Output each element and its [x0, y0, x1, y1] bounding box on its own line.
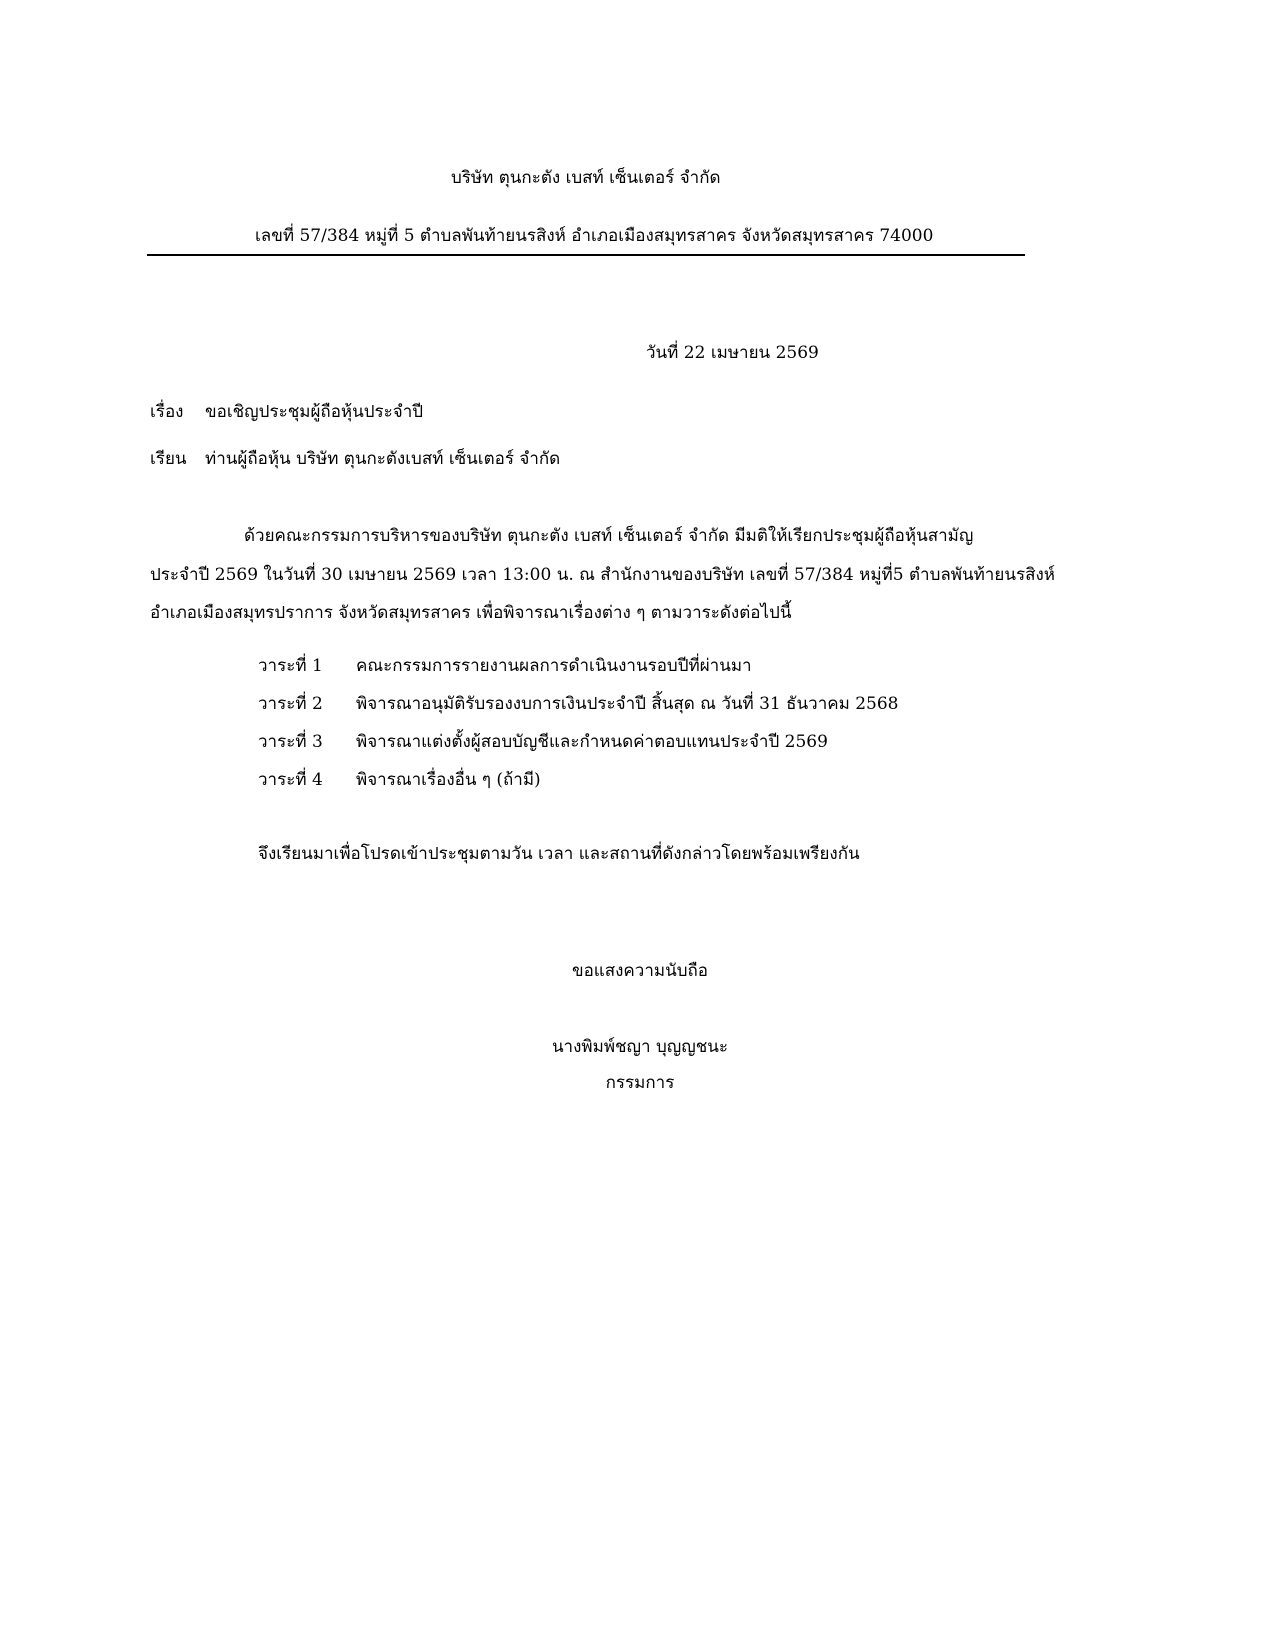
subject-text: ขอเชิญประชุมผู้ถือหุ้นประจำปี — [205, 402, 424, 422]
agenda-label-3: วาระที่ 3 — [258, 732, 323, 752]
signature-closing: ขอแสงความนับถือ — [571, 961, 709, 981]
company-name: บริษัท ตุนกะตัง เบสท์ เซ็นเตอร์ จำกัด — [451, 168, 721, 188]
letterhead-divider — [147, 254, 1025, 256]
agenda-label-1: วาระที่ 1 — [258, 656, 323, 676]
recipient-label: เรียน — [150, 449, 187, 469]
agenda-text-1: คณะกรรมการรายงานผลการดำเนินงานรอบปีที่ผ่านมา — [356, 656, 752, 676]
company-address: เลขที่ 57/384 หมู่ที่ 5 ตำบลพันท้ายนรสิงห์ อำเภอเมืองสมุทรสาคร จังหวัดสมุทรสาคร 74000 — [255, 226, 934, 246]
recipient-text: ท่านผู้ถือหุ้น บริษัท ตุนกะตังเบสท์ เซ็นเตอร์ จำกัด — [205, 449, 561, 469]
letter-date: วันที่ 22 เมษายน 2569 — [646, 343, 819, 363]
signatory-title: กรรมการ — [605, 1073, 675, 1093]
agenda-text-3: พิจารณาแต่งตั้งผู้สอบบัญชีและกำหนดค่าตอบแทนประจำปี 2569 — [356, 732, 828, 752]
agenda-text-2: พิจารณาอนุมัติรับรองงบการเงินประจำปี สิ้นสุด ณ วันที่ 31 ธันวาคม 2568 — [356, 694, 899, 714]
subject-label: เรื่อง — [150, 402, 184, 422]
agenda-label-2: วาระที่ 2 — [258, 694, 323, 714]
agenda-text-4: พิจารณาเรื่องอื่น ๆ (ถ้ามี) — [356, 770, 541, 790]
body-line-2: ประจำปี 2569 ในวันที่ 30 เมษายน 2569 เวลา 13:00 น. ณ สำนักงานของบริษัท เลขที่ 57/384 หมู่ที่5 ตำบลพันท้ายนรสิงห์ — [150, 565, 1055, 585]
closing-invitation: จึงเรียนมาเพื่อโปรดเข้าประชุมตามวัน เวลา และสถานที่ดังกล่าวโดยพร้อมเพรียงกัน — [258, 844, 860, 864]
body-line-3: อำเภอเมืองสมุทรปราการ จังหวัดสมุทรสาคร เพื่อพิจารณาเรื่องต่าง ๆ ตามวาระดังต่อไปนี้ — [150, 603, 792, 623]
signatory-name: นางพิมพ์ชญา บุญญชนะ — [551, 1037, 729, 1057]
body-line-1: ด้วยคณะกรรมการบริหารของบริษัท ตุนกะตัง เบสท์ เซ็นเตอร์ จำกัด มีมติให้เรียกประชุมผู้ถือหุ้นสามัญ — [244, 526, 974, 546]
agenda-label-4: วาระที่ 4 — [258, 770, 323, 790]
